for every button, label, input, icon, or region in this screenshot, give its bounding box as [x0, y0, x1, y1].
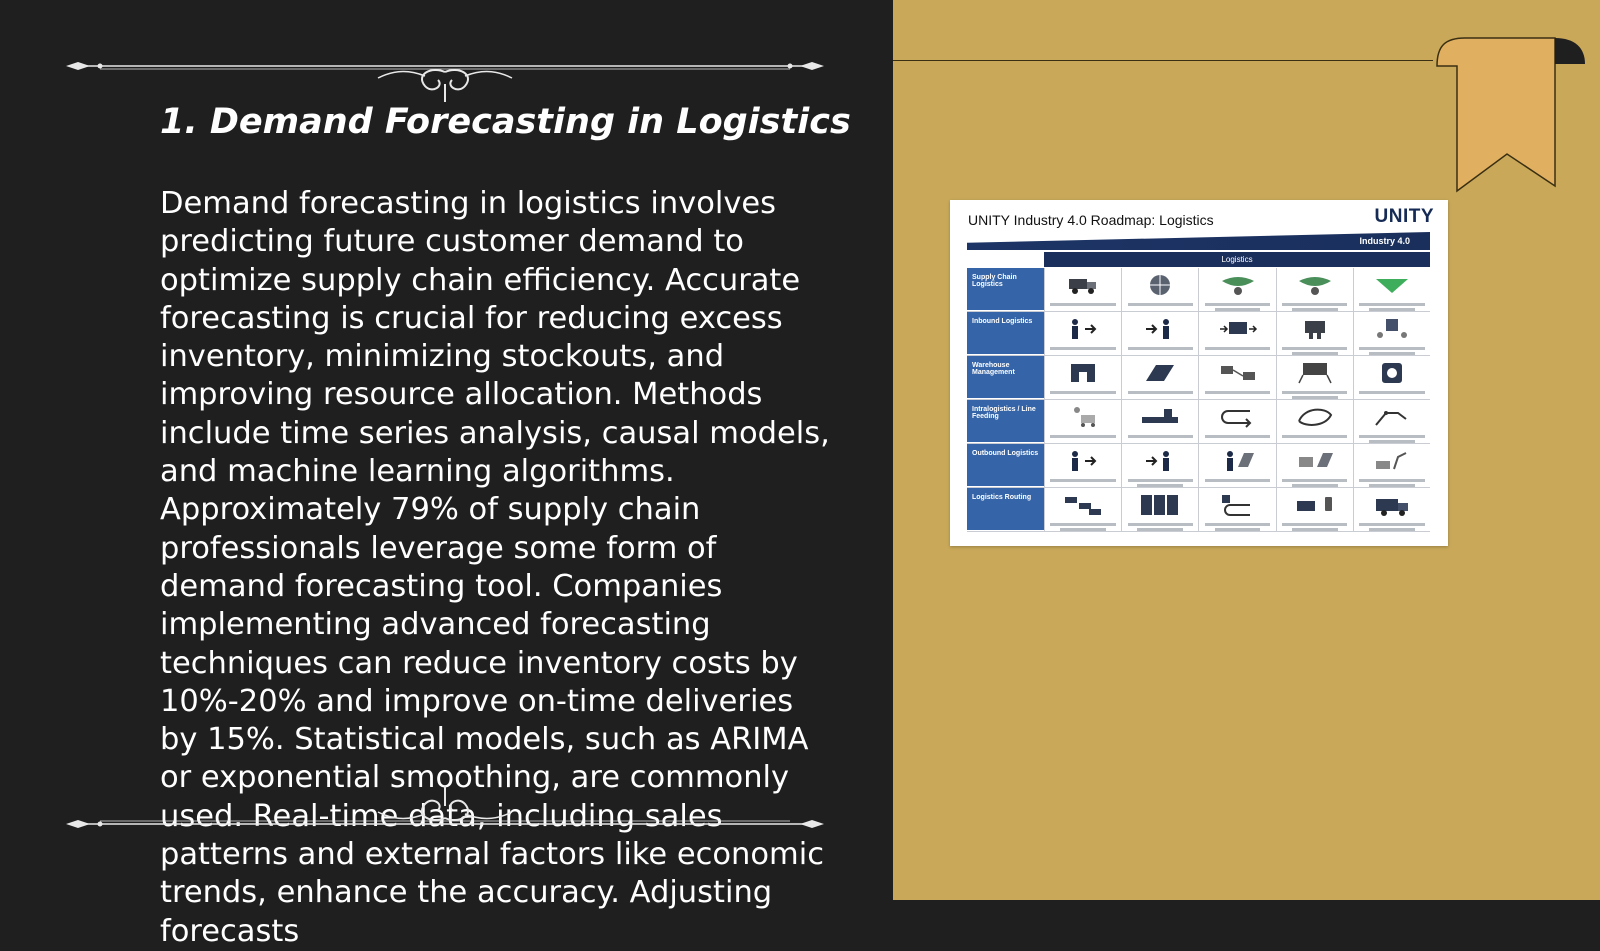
truck-icon	[1063, 273, 1103, 297]
grid-cell	[1044, 312, 1121, 355]
warehouse-icon	[1140, 361, 1180, 385]
fleet-grid-icon	[1140, 493, 1180, 517]
grid-row	[967, 400, 1430, 444]
unity-logo: UNITY	[1374, 206, 1434, 227]
grid-cell	[1121, 268, 1198, 311]
truck-phone-icon	[1295, 493, 1335, 517]
grid-cell	[1276, 488, 1353, 531]
row-label: Outbound Logistics	[967, 444, 1044, 487]
robot-arm-icon	[1372, 405, 1412, 429]
ornament-divider-bottom	[60, 778, 830, 838]
industry-banner-label: Industry 4.0	[1359, 236, 1410, 246]
grid-cell	[1276, 312, 1353, 355]
worker-tablet-icon	[1218, 449, 1258, 473]
grid-cell	[1121, 488, 1198, 531]
robot-arm-icon	[1372, 449, 1412, 473]
roadmap-title: UNITY Industry 4.0 Roadmap: Logistics	[968, 212, 1214, 228]
grid-cell	[1353, 356, 1430, 399]
robot-icon	[1295, 317, 1335, 341]
fleet-icon	[1063, 493, 1103, 517]
arrow-worker-icon	[1140, 449, 1180, 473]
grid-cell	[1044, 356, 1121, 399]
grid-cell	[1121, 312, 1198, 355]
grid-cell	[1198, 268, 1275, 311]
worker-arrow-icon	[1063, 317, 1103, 341]
grid-cell	[1198, 356, 1275, 399]
loop-path-icon	[1295, 405, 1335, 429]
shelves-icon	[1372, 317, 1412, 341]
train-icon	[1140, 405, 1180, 429]
grid-row	[967, 488, 1430, 532]
grid-row	[967, 356, 1430, 400]
grid-cell	[1353, 268, 1430, 311]
grid-cell	[1198, 488, 1275, 531]
globe-icon	[1140, 273, 1180, 297]
grid-row	[967, 444, 1430, 488]
roadmap-image	[950, 200, 1448, 546]
logistics-column-header: Logistics	[1044, 252, 1430, 267]
grid-cell	[1121, 400, 1198, 443]
grid-cell	[1044, 488, 1121, 531]
slide-title: 1. Demand Forecasting in Logistics	[160, 102, 851, 142]
decorative-rule	[893, 60, 1433, 61]
grid-cell	[1198, 444, 1275, 487]
grid-cell	[1198, 312, 1275, 355]
route-loop-icon	[1218, 493, 1258, 517]
grid-row	[967, 268, 1430, 312]
arrow-worker-icon	[1140, 317, 1180, 341]
grid-cell	[1353, 488, 1430, 531]
grid-cell	[1353, 312, 1430, 355]
ornament-divider-top	[60, 44, 830, 104]
grid-cell	[1121, 356, 1198, 399]
grid-cell	[1121, 444, 1198, 487]
row-label: Supply Chain Logistics	[967, 268, 1044, 311]
bookmark-ribbon-icon	[1435, 36, 1585, 196]
network-icon	[1218, 273, 1258, 297]
grid-cell	[1353, 444, 1430, 487]
grid-cell	[1276, 268, 1353, 311]
row-label: Inbound Logistics	[967, 312, 1044, 355]
network-icon	[1372, 273, 1412, 297]
grid-cell	[1276, 444, 1353, 487]
cart-icon	[1063, 405, 1103, 429]
grid-cell	[1044, 268, 1121, 311]
roadmap-grid	[967, 268, 1430, 532]
row-label: Logistics Routing	[967, 488, 1044, 531]
row-label: Warehouse Management	[967, 356, 1044, 399]
network-icon	[1295, 273, 1335, 297]
grid-row	[967, 312, 1430, 356]
warehouse-network-icon	[1218, 361, 1258, 385]
warehouse-network-icon	[1295, 361, 1335, 385]
robot-tablet-icon	[1295, 449, 1335, 473]
warehouse-icon	[1063, 361, 1103, 385]
ai-warehouse-icon	[1372, 361, 1412, 385]
display-arrows-icon	[1218, 317, 1258, 341]
grid-cell	[1353, 400, 1430, 443]
loop-arrow-icon	[1218, 405, 1258, 429]
truck-icon	[1372, 493, 1412, 517]
grid-cell	[1044, 444, 1121, 487]
slide-body-text: Demand forecasting in logistics involves predicting future customer demand to optimize supply chain efficiency. Accurate forecasting is crucial for reducing excess inventory, minimizing stockouts, and improving resource allocation. Methods include time series analysis, causal models, and machine learning algorithms. Approximately 79% of supply chain professionals leverage some form of demand forecasting tool. Companies implementing advanced forecasting techniques can reduce inventory costs by 10%-20% and improve on-time deliveries by 15%. Statistical models, such as ARIMA or exponential smoothing, are commonly used. Real-time data, including sales patterns and external factors like economic trends, enhance the accuracy. Adjusting forecasts	[160, 186, 830, 949]
grid-cell	[1276, 400, 1353, 443]
row-label: Intralogistics / Line Feeding	[967, 400, 1044, 443]
grid-cell	[1044, 400, 1121, 443]
worker-arrow-icon	[1063, 449, 1103, 473]
grid-cell	[1198, 400, 1275, 443]
grid-cell	[1276, 356, 1353, 399]
slide-image-panel	[893, 0, 1600, 900]
